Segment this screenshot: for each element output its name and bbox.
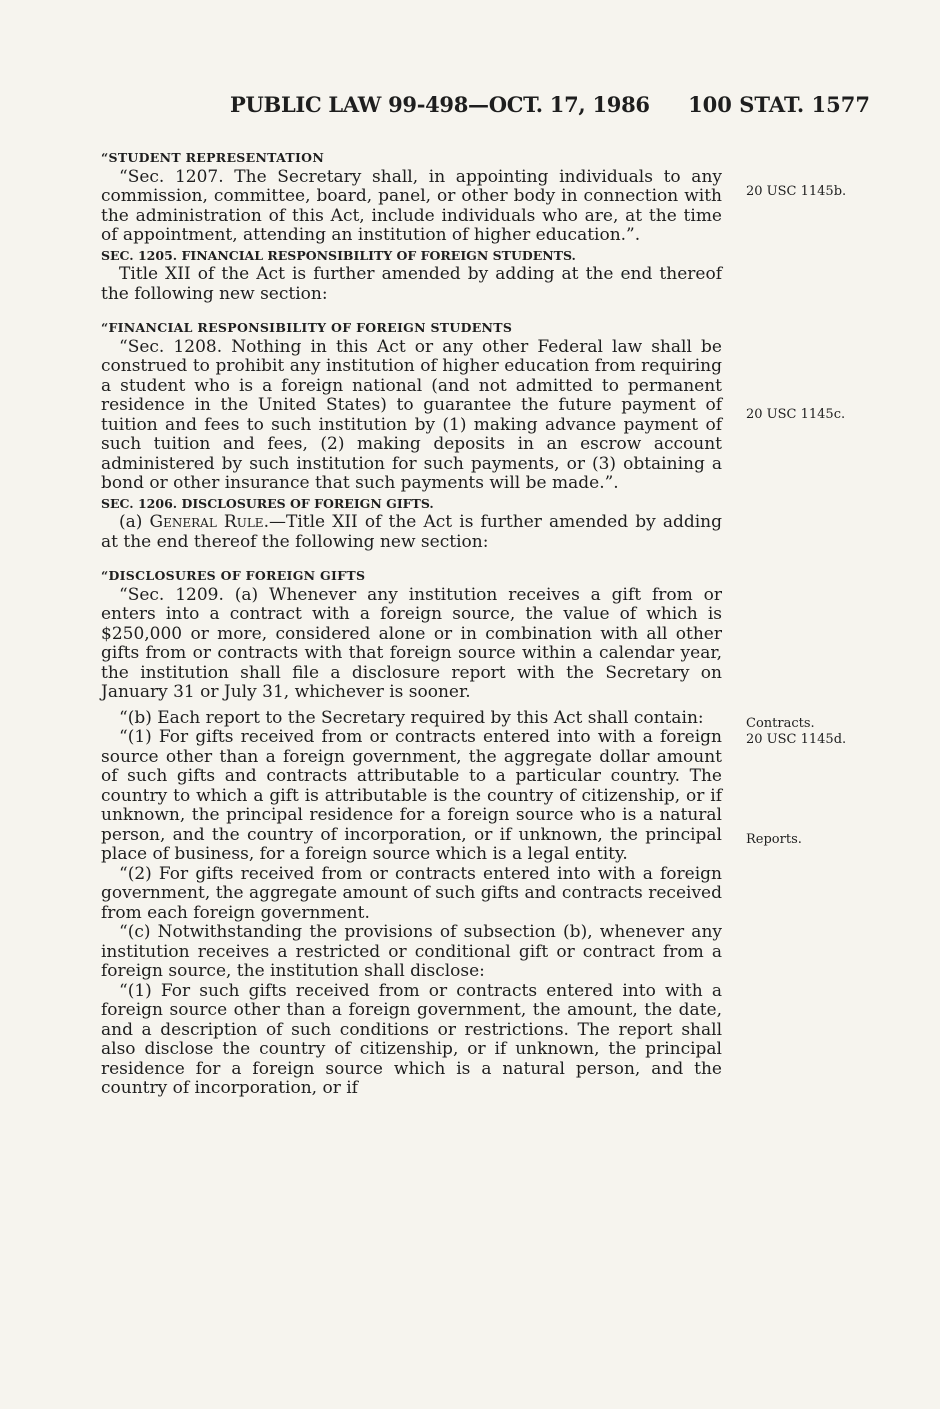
sec-1209-b2-text: “(2) For gifts received from or contracts entered into with a foreign government, the aggregate amount of such gifts and contracts received from each foreign government. [101,863,722,923]
margin-note-contracts: Contracts. [746,716,815,731]
body-text [101,148,722,1099]
margin-note-1145b: 20 USC 1145b. [746,184,847,199]
margin-note-1145c: 20 USC 1145c. [746,407,846,422]
sec-1208-text: “Sec. 1208. Nothing in this Act or any other Federal law shall be construed to prohibit any institution of higher education from requiring a student who is a foreign national (and not admitted to permanent residence in the United States) to guarantee the future payment of tuition and fees to such institution by (1) making advance payment of such tuition and fees, (2) making deposits in an escrow account administered by such institution for such payments, or (3) obtaining a bond or other insurance that such payments will be made.”. [101,336,722,493]
margin-note-reports: Reports. [746,832,802,847]
section-caption-financial-responsibility: “FINANCIAL RESPONSIBILITY OF FOREIGN STUDENTS [101,320,513,335]
sec-1207-text: “Sec. 1207. The Secretary shall, in appointing individuals to any commission, committee, board, panel, or other body in connection with the administration of this Act, include individuals who are, at the time of appointment, attending an institution of higher education.”. [101,166,722,245]
section-heading-1205: SEC. 1205. FINANCIAL RESPONSIBILITY OF FOREIGN STUDENTS. [101,247,576,263]
section-caption-disclosures: “DISCLOSURES OF FOREIGN GIFTS [101,568,366,583]
public-law-citation: PUBLIC LAW 99-498—OCT. 17, 1986 [230,92,650,117]
sec-1209-b-text: “(b) Each report to the Secretary required by this Act shall contain: [119,707,704,728]
page-header [230,92,870,128]
sec-1209-c1-text: “(1) For such gifts received from or contracts entered into with a foreign source other than a foreign government, the amount, the date, and a description of such conditions or restrictions. The report shall also disclose the country of citizenship, or if unknown, the principal residence for a foreign source which is a natural person, and the country of incorporation, or if [101,980,722,1098]
sec-1205-intro: Title XII of the Act is further amended by adding at the end thereof the following new section: [101,264,722,304]
general-rule-heading: General Rule. [149,512,269,532]
section-caption-student-representation: “STUDENT REPRESENTATION [101,150,325,165]
statute-page-number: 100 STAT. 1577 [688,92,870,117]
margin-note-1145d: 20 USC 1145d. [746,732,847,747]
sec-1209-c-text: “(c) Notwithstanding the provisions of subsection (b), whenever any institution receives a restricted or conditional gift or contract from a foreign source, the institution shall disclose: [101,922,722,981]
section-heading-1206: SEC. 1206. DISCLOSURES OF FOREIGN GIFTS. [101,495,434,511]
sec-1206-intro [101,513,722,552]
sec-1209-a-text: “Sec. 1209. (a) Whenever any institution receives a gift from or enters into a contract with a foreign source, the value of which is $250,000 or more, considered alone or in combination with all other gifts from or contracts with that foreign source within a calendar year, the institution shall file a disclosure report with the Secretary on January 31 or July 31, whichever is sooner. [101,584,722,702]
sec-1206-lead: (a) [119,512,150,532]
sec-1206-rest: —Title XII of the Act is further amended by adding at the end thereof the following new section: [101,512,723,552]
sec-1209-b1-text: “(1) For gifts received from or contracts entered into with a foreign source other than a foreign government, the aggregate dollar amount of such gifts and contracts attributable to a particular country. The country to which a gift is attributable is the country of citizenship, or if unknown, the principal residence for a foreign source who is a natural person, and the country of incorporation, or if unknown, the principal place of business, for a foreign source which is a legal entity. [101,727,722,864]
